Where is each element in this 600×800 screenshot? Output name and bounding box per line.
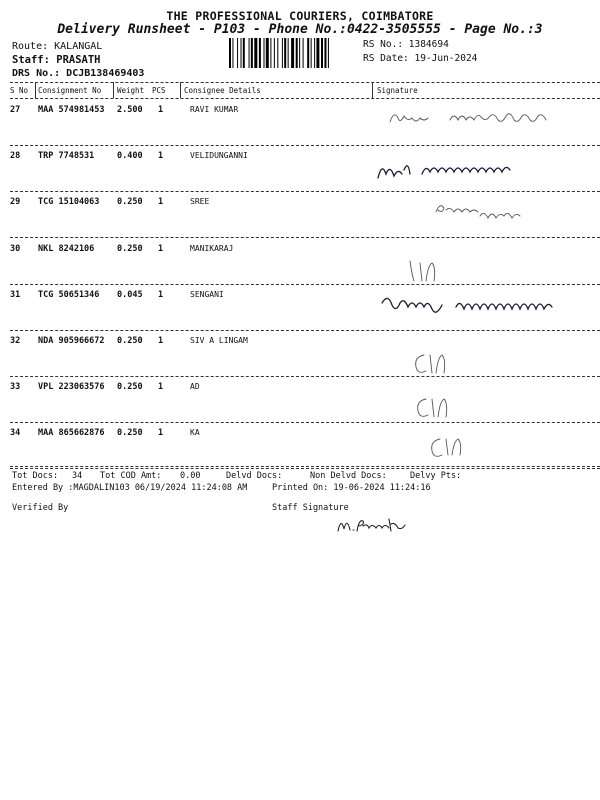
table-row — [0, 379, 600, 425]
col-header-consignment: Consignment No — [38, 86, 102, 95]
tot-cod-value: 0.00 — [180, 471, 201, 481]
row-pcs: 1 — [158, 244, 164, 254]
row-sno: 30 — [10, 244, 21, 254]
row-signature-handwriting — [370, 379, 600, 425]
row-sno: 28 — [10, 151, 21, 161]
table-row — [0, 102, 600, 148]
totals-line — [12, 471, 600, 483]
rs-date: RS Date: 19-Jun-2024 — [363, 53, 478, 64]
delvd-docs-label: Delvd Docs: — [226, 471, 283, 481]
col-divider — [113, 82, 114, 98]
staff-label: Staff: PRASATH — [12, 54, 101, 66]
row-sno: 29 — [10, 197, 21, 207]
row-divider — [10, 422, 600, 423]
row-divider — [10, 376, 600, 377]
row-pcs: 1 — [158, 336, 164, 346]
row-consignee: SIV A LINGAM — [190, 336, 248, 345]
footer-divider — [10, 466, 600, 467]
row-signature-handwriting — [370, 425, 600, 471]
col-divider — [180, 82, 181, 98]
drs-number: DRS No.: DCJB138469403 — [12, 68, 145, 79]
table-row — [0, 241, 600, 287]
row-divider — [10, 330, 600, 331]
row-signature-handwriting — [370, 241, 600, 287]
row-weight: 0.400 — [117, 151, 143, 161]
row-pcs: 1 — [158, 105, 164, 115]
row-weight: 0.250 — [117, 382, 143, 392]
row-sno: 31 — [10, 290, 21, 300]
row-signature-handwriting — [370, 148, 600, 194]
tot-docs-value: 34 — [72, 471, 83, 481]
row-weight: 2.500 — [117, 105, 143, 115]
row-signature-handwriting — [370, 287, 600, 333]
verified-by-label: Verified By — [12, 503, 69, 513]
barcode — [229, 38, 357, 68]
row-pcs: 1 — [158, 290, 164, 300]
col-divider — [372, 82, 373, 98]
row-weight: 0.250 — [117, 336, 143, 346]
table-header-divider — [10, 98, 600, 99]
tot-docs-label: Tot Docs: — [12, 471, 59, 481]
table-row — [0, 194, 600, 240]
row-pcs: 1 — [158, 382, 164, 392]
table-row — [0, 333, 600, 379]
row-consignment-no: VPL 223063576 — [38, 382, 105, 392]
row-consignment-no: NDA 905966672 — [38, 336, 105, 346]
row-weight: 0.250 — [117, 428, 143, 438]
row-consignment-no: MAA 574981453 — [38, 105, 105, 115]
col-header-sno: S No — [10, 86, 29, 95]
row-divider — [10, 145, 600, 146]
row-divider — [10, 468, 600, 469]
row-consignment-no: NKL 8242106 — [38, 244, 95, 254]
col-header-signature: Signature — [377, 86, 418, 95]
table-row — [0, 287, 600, 333]
tot-cod-label: Tot COD Amt: — [100, 471, 162, 481]
row-signature-handwriting — [370, 102, 600, 148]
staff-signature-handwriting — [332, 511, 412, 537]
staff-signature-label: Staff Signature — [272, 503, 349, 513]
route-label: Route: KALANGAL — [12, 41, 103, 52]
row-signature-handwriting — [370, 333, 600, 379]
row-pcs: 1 — [158, 151, 164, 161]
row-consignee: MANIKARAJ — [190, 244, 234, 253]
row-consignee: SENGANI — [190, 290, 224, 299]
row-sno: 27 — [10, 105, 21, 115]
row-consignment-no: MAA 865662876 — [38, 428, 105, 438]
row-weight: 0.045 — [117, 290, 143, 300]
non-delvd-docs-label: Non Delvd Docs: — [310, 471, 387, 481]
row-divider — [10, 191, 600, 192]
rs-number: RS No.: 1384694 — [363, 39, 449, 50]
row-weight: 0.250 — [117, 197, 143, 207]
row-pcs: 1 — [158, 428, 164, 438]
row-consignment-no: TCG 50651346 — [38, 290, 100, 300]
col-header-weight: Weight — [117, 86, 145, 95]
col-header-consignee: Consignee Details — [184, 86, 261, 95]
row-divider — [10, 237, 600, 238]
table-row — [0, 425, 600, 471]
table-top-divider — [10, 82, 600, 83]
row-weight: 0.250 — [117, 244, 143, 254]
row-consignee: AD — [190, 382, 200, 391]
row-consignment-no: TCG 15104063 — [38, 197, 100, 207]
row-divider — [10, 284, 600, 285]
col-header-pcs: PCS — [152, 86, 166, 95]
table-row — [0, 148, 600, 194]
row-pcs: 1 — [158, 197, 164, 207]
row-consignee: KA — [190, 428, 200, 437]
row-signature-handwriting — [370, 194, 600, 240]
printed-on: Printed On: 19-06-2024 11:24:16 — [272, 483, 431, 493]
row-consignee: VELIDUNGANNI — [190, 151, 248, 160]
row-sno: 32 — [10, 336, 21, 346]
row-sno: 33 — [10, 382, 21, 392]
entered-by: Entered By :MAGDALIN103 06/19/2024 11:24:08 AM — [12, 483, 248, 493]
row-sno: 34 — [10, 428, 21, 438]
row-consignee: SREE — [190, 197, 210, 206]
runsheet-title: Delivery Runsheet - P103 - Phone No.:0422-3505555 - Page No.:3 — [57, 22, 543, 37]
col-divider — [35, 82, 36, 98]
delvy-pts-label: Delvy Pts: — [410, 471, 462, 481]
company-name: THE PROFESSIONAL COURIERS, COIMBATORE — [166, 9, 434, 23]
row-consignment-no: TRP 7748531 — [38, 151, 95, 161]
row-consignee: RAVI KUMAR — [190, 105, 239, 114]
